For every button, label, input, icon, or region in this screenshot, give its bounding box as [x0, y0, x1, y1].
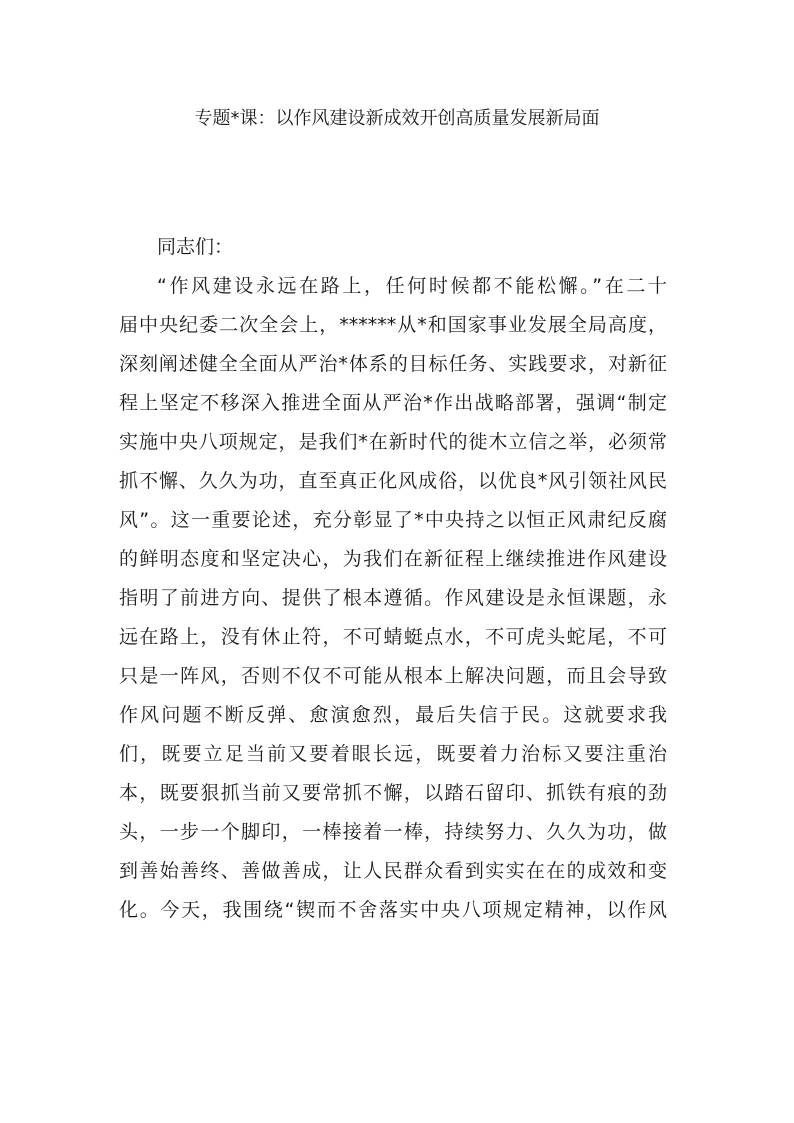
paragraph-line: 们，既要立足当前又要着眼长远，既要着力治标又要注重治 — [119, 743, 667, 765]
document-body — [119, 228, 667, 930]
paragraph-line: 风”。这一重要论述，充分彰显了*中央持之以恒正风肃纪反腐 — [119, 509, 667, 531]
paragraph-line: 化。今天，我围绕“锲而不舍落实中央八项规定精神，以作风 — [119, 899, 667, 921]
document-title: 专题*课：以作风建设新成效开创高质量发展新局面 — [194, 108, 600, 129]
paragraph-line: 实施中央八项规定，是我们*在新时代的徙木立信之举，必须常 — [119, 431, 667, 453]
paragraph-line: 作风问题不断反弹、愈演愈烈，最后失信于民。这就要求我 — [119, 704, 667, 726]
paragraph-line: 头，一步一个脚印，一棒接着一棒，持续努力、久久为功，做 — [119, 821, 667, 843]
paragraph-line: 只是一阵风，否则不仅不可能从根本上解决问题，而且会导致 — [119, 665, 667, 687]
paragraph-line: 届中央纪委二次全会上，******从*和国家事业发展全局高度， — [119, 314, 667, 336]
paragraph-line: 指明了前进方向、提供了根本遵循。作风建设是永恒课题，永 — [119, 587, 667, 609]
paragraph-line: 到善始善终、善做善成，让人民群众看到实实在在的成效和变 — [119, 860, 667, 882]
paragraph-line: 抓不懈、久久为功，直至真正化风成俗，以优良*风引领社风民 — [119, 470, 667, 492]
paragraph-line: 的鲜明态度和坚定决心，为我们在新征程上继续推进作风建设 — [119, 548, 667, 570]
paragraph-line: 本，既要狠抓当前又要常抓不懈，以踏石留印、抓铁有痕的劲 — [119, 782, 667, 804]
paragraph-line: 远在路上，没有休止符，不可蜻蜓点水，不可虎头蛇尾，不可 — [119, 626, 667, 648]
salutation: 同志们： — [157, 236, 234, 258]
paragraph-line: 深刻阐述健全全面从严治*体系的目标任务、实践要求，对新征 — [119, 353, 667, 375]
paragraph-line: 程上坚定不移深入推进全面从严治*作出战略部署，强调“制定 — [119, 392, 667, 414]
paragraph-line: “作风建设永远在路上，任何时候都不能松懈。”在二十 — [157, 275, 667, 297]
